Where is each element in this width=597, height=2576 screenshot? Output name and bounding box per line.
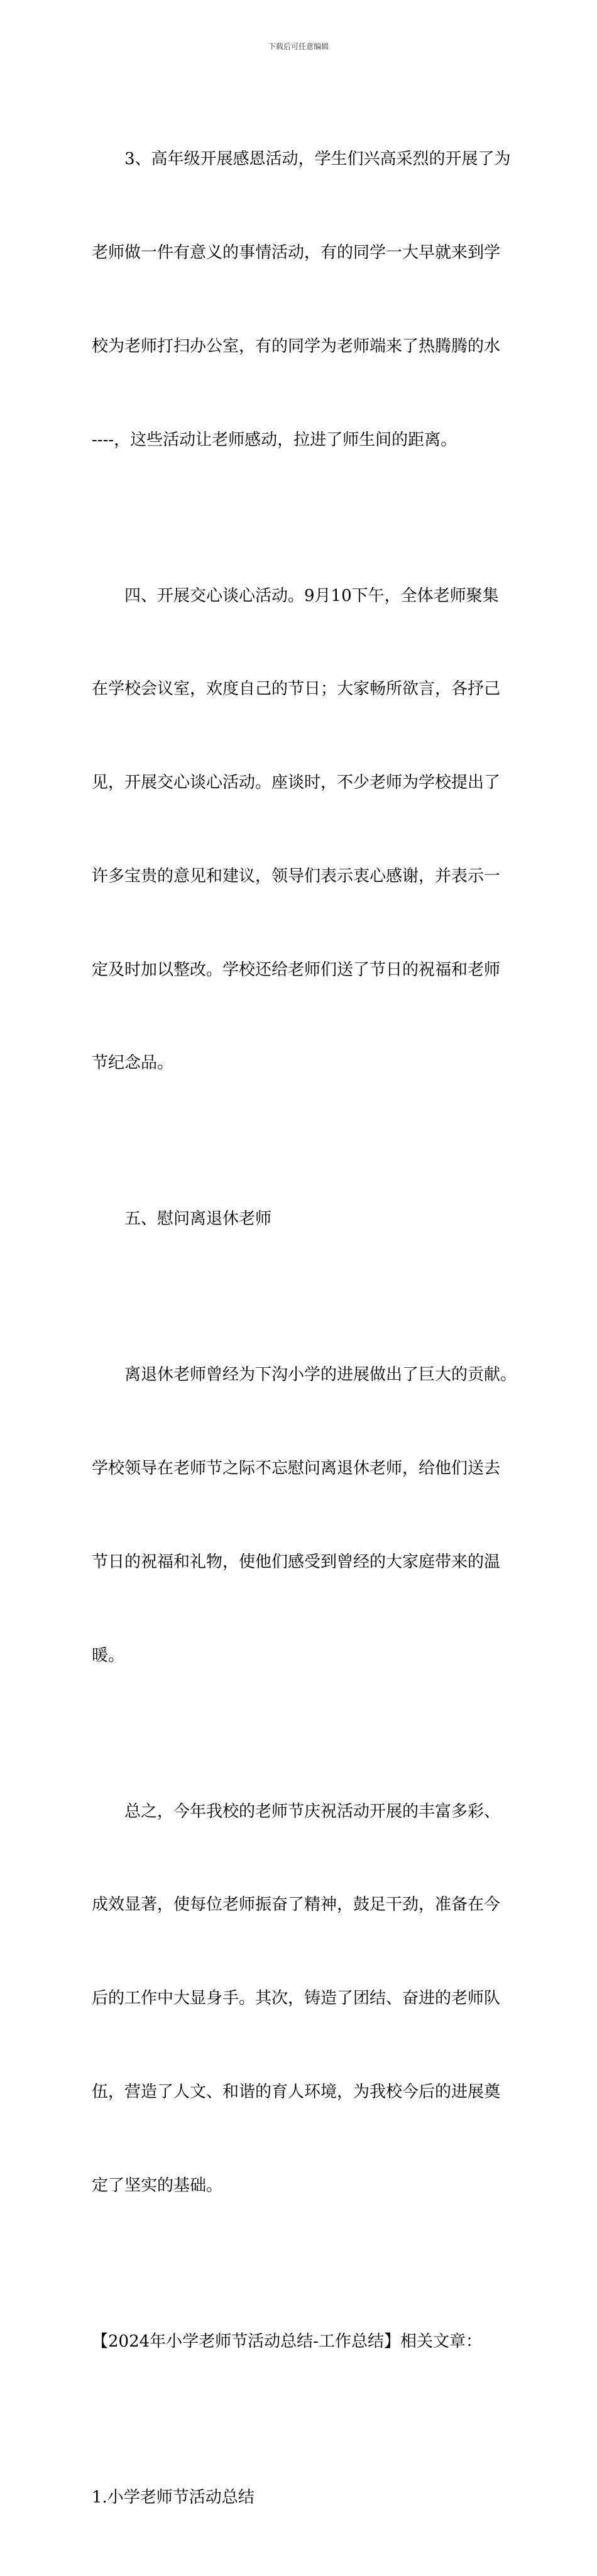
paragraph-line: 四、开展交心谈心活动。9月10下午，全体老师聚集 <box>124 586 499 605</box>
paragraph-conclusion <box>92 1734 514 2264</box>
paragraph-line: 许多宝贵的意见和建议，领导们表示衷心感谢，并表示一 <box>92 866 501 886</box>
paragraph-line: 节日的祝福和礼物，使他们感受到曾经的大家庭带来的温 <box>92 1552 501 1571</box>
paragraph-line: 后的工作中大显身手。其次，铸造了团结、奋进的老师队 <box>92 1989 501 2008</box>
paragraph-line: 定了坚实的基础。 <box>92 2176 223 2195</box>
paragraph-line: 总之，今年我校的老师节庆祝活动开展的丰富多彩、 <box>124 1802 501 1821</box>
paragraph-line: 暖。 <box>92 1646 125 1665</box>
paragraph-line: 老师做一件有意义的事情活动，有的同学一大早就来到学 <box>92 243 501 262</box>
related-articles-heading <box>92 2264 514 2420</box>
paragraph-line: 离退休老师曾经为下沟小学的进展做出了巨大的贡献。 <box>124 1365 517 1385</box>
paragraph-line: 3、高年级开展感恩活动，学生们兴高采烈的开展了为 <box>124 150 511 169</box>
paragraph-heart-talk <box>92 518 514 1142</box>
paragraph-line: 定及时加以整改。学校还给老师们送了节日的祝福和老师 <box>92 960 501 979</box>
section-heading-retired-teachers <box>92 1142 514 1297</box>
paragraph-grade-gratitude <box>92 82 514 518</box>
paragraph-line: 见，开展交心谈心活动。座谈时，不少老师为学校提出了 <box>92 773 501 793</box>
paragraph-line: 校为老师打扫办公室，有的同学为老师端来了热腾腾的水 <box>92 336 501 356</box>
paragraph-line: 成效显著，使每位老师振奋了精神，鼓足干劲，准备在今 <box>92 1895 501 1915</box>
paragraph-line: 在学校会议室，欢度自己的节日；大家畅所欲言，各抒己 <box>92 680 501 699</box>
paragraph-retired-teachers <box>92 1297 517 1734</box>
related-articles-list <box>92 2420 514 2576</box>
document-body <box>92 82 517 2576</box>
page-header: 下载后可任意编辑 <box>268 42 329 51</box>
paragraph-line: ----，这些活动让老师感动，拉进了师生间的距离。 <box>92 430 457 449</box>
paragraph-line: 伍，营造了人文、和谐的育人环境，为我校今后的进展奠 <box>92 2083 501 2101</box>
related-heading-line: 【2024年小学老师节活动总结-工作总结】相关文章： <box>92 2331 482 2351</box>
paragraph-line: 节纪念品。 <box>92 1054 174 1073</box>
section-heading-line: 五、慰问离退休老师 <box>124 1209 272 1229</box>
paragraph-line: 学校领导在老师节之际不忘慰问离退休老师，给他们送去 <box>92 1459 501 1478</box>
related-article-link[interactable]: 1.小学老师节活动总结 <box>92 2487 255 2507</box>
